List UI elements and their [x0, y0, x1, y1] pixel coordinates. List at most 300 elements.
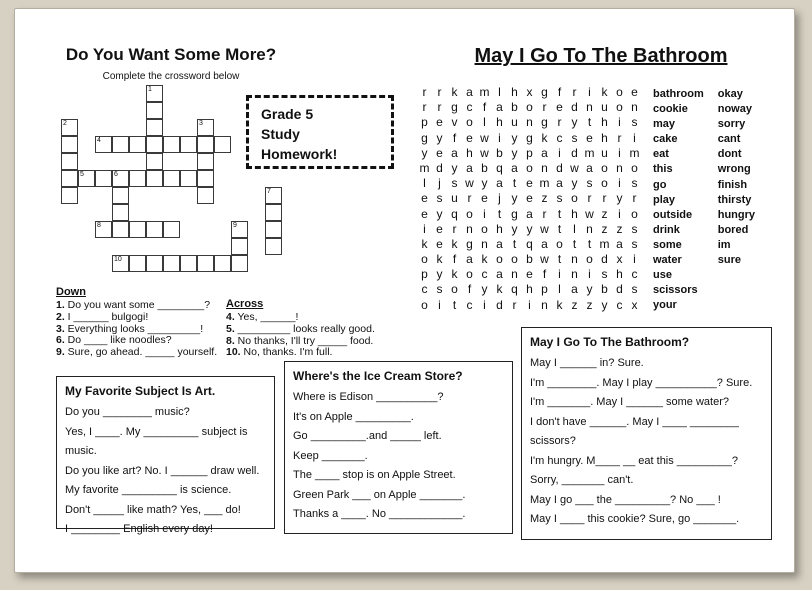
grade-badge-line: Study: [261, 126, 300, 142]
wordsearch-word: bored: [717, 223, 749, 236]
crossword-cell-number: 3: [199, 120, 203, 127]
wordsearch-letter: i: [558, 267, 561, 282]
crossword-cell: [163, 255, 180, 272]
fill-in-line: Thanks a ____. No ____________.: [293, 508, 466, 520]
crossword-cell: [146, 102, 163, 119]
wordsearch-letter: y: [436, 206, 443, 221]
wordsearch-letter: s: [556, 191, 563, 206]
wordsearch-letter: c: [556, 130, 563, 145]
wordsearch-letter: k: [601, 85, 608, 99]
wordsearch-letter: c: [466, 297, 473, 312]
crossword-cell: [180, 255, 197, 272]
wordsearch-letter: y: [511, 130, 518, 145]
wordsearch-letter: a: [616, 236, 623, 251]
crossword-cell: [129, 170, 146, 187]
wordsearch-letter: y: [511, 145, 518, 160]
wordsearch-letter: r: [632, 191, 637, 206]
wordsearch-letter: a: [496, 100, 503, 115]
wordsearch-letter: i: [528, 297, 531, 312]
wordsearch-letter: i: [438, 297, 441, 312]
crossword-cell-number: 5: [80, 171, 84, 178]
crossword-cell: [214, 136, 231, 153]
wordsearch-letter: r: [422, 100, 427, 115]
wordsearch-word: sorry: [717, 118, 746, 131]
wordsearch-letter: a: [466, 252, 473, 267]
crossword-cell: [146, 170, 163, 187]
wordsearch-row: [417, 131, 642, 146]
wordsearch-letter: d: [436, 160, 443, 175]
wordsearch-word: hungry: [717, 208, 756, 221]
wordsearch-word: okay: [717, 88, 743, 100]
wordsearch-letter: o: [616, 85, 623, 99]
wordsearch-letter: f: [557, 85, 562, 99]
crossword-cell: [112, 136, 129, 153]
exercise-box-lines: [65, 403, 266, 540]
wordsearch-letter: t: [557, 252, 562, 267]
wordsearch-letter: s: [631, 221, 638, 236]
wordsearch-letter: w: [540, 252, 549, 267]
crossword-cell: [231, 238, 248, 255]
crossword-cell: [197, 255, 214, 272]
crossword-cell: [112, 221, 129, 238]
fill-in-line: It's on Apple _________.: [293, 410, 414, 423]
wordsearch-letter: f: [467, 282, 472, 297]
fill-in-line: Yes, I ____. My _________ subject is music.: [65, 425, 248, 457]
wordsearch-letter: m: [599, 236, 610, 251]
wordsearch-letter: e: [421, 191, 428, 206]
crossword-cell: [197, 119, 214, 136]
wordsearch-letter: e: [466, 130, 473, 145]
crossword-cell: [231, 221, 248, 238]
wordsearch-letter: k: [451, 85, 458, 99]
grade-badge-line: Grade 5: [261, 106, 314, 122]
wordsearch-letter: d: [601, 252, 608, 267]
wordsearch-letter: z: [541, 191, 548, 206]
wordsearch-row: [417, 267, 642, 282]
across-clues: [226, 298, 416, 359]
wordsearch-letter: a: [496, 267, 503, 282]
crossword-cell-number: 9: [233, 222, 237, 229]
wordsearch-letter: y: [616, 191, 623, 206]
wordsearch-word: water: [653, 254, 682, 267]
fill-in-line: I ________ English every day!: [65, 523, 213, 535]
wordsearch-letter: c: [631, 267, 638, 282]
wordsearch-row: [417, 161, 642, 176]
wordsearch-letter: n: [586, 100, 593, 115]
wordsearch-letter: u: [601, 100, 608, 115]
wordsearch-letter: w: [480, 145, 489, 160]
wordsearch-letter: s: [586, 176, 593, 191]
wordsearch-letter: i: [423, 221, 426, 236]
wordsearch-letter: m: [479, 85, 490, 99]
wordsearch-letter: o: [466, 267, 473, 282]
wordsearch-letter: k: [421, 236, 428, 251]
crossword-cell: [95, 221, 112, 238]
wordsearch-letter: r: [467, 191, 472, 206]
exercise-box-bathroom: [521, 327, 772, 540]
wordsearch-word: eat: [653, 148, 669, 161]
crossword-cell: [61, 119, 78, 136]
crossword-cell: [265, 238, 282, 255]
wordsearch-letter: t: [512, 236, 517, 251]
crossword-cell: [95, 170, 112, 187]
crossword-cell: [180, 136, 197, 153]
wordsearch-letter: h: [526, 282, 533, 297]
wordsearch-row: [417, 191, 642, 206]
wordsearch-letter: k: [436, 252, 443, 267]
wordsearch-letter: y: [481, 282, 488, 297]
wordsearch-letter: i: [633, 130, 636, 145]
wordsearch-title: May I Go To The Bathroom: [474, 45, 728, 67]
wordsearch-letter: g: [421, 130, 428, 145]
wordsearch-letter: f: [452, 252, 457, 267]
wordsearch-letter: i: [618, 206, 621, 221]
wordsearch-letter: b: [526, 252, 533, 267]
wordsearch-letter: o: [601, 176, 608, 191]
wordsearch-word: cookie: [653, 103, 688, 116]
wordsearch-letter: n: [511, 267, 518, 282]
crossword-cell: [78, 170, 95, 187]
wordsearch-letter: i: [588, 85, 591, 99]
wordsearch-letter: i: [618, 176, 621, 191]
wordsearch-letter: t: [557, 221, 562, 236]
fill-in-line: I'm hungry. M____ __ eat this _________?: [530, 454, 738, 467]
wordsearch-letter: i: [483, 297, 486, 312]
wordsearch-letter: t: [572, 236, 577, 251]
wordsearch-letter: u: [451, 191, 458, 206]
wordsearch-row: [417, 282, 642, 297]
crossword-clue: 9. Sure, go ahead. _____ yourself.: [56, 346, 218, 359]
wordsearch-letter: u: [601, 145, 608, 160]
wordsearch-letter: y: [451, 160, 458, 175]
wordsearch-word: may: [653, 118, 676, 131]
crossword-clue: 6. Do ____ like noodles?: [56, 334, 172, 347]
wordsearch-letter: o: [526, 100, 533, 115]
wordsearch-letter: r: [587, 191, 592, 206]
wordsearch-letter: i: [558, 145, 561, 160]
wordsearch-letter: a: [571, 282, 578, 297]
wordsearch-letter: t: [497, 206, 502, 221]
wordsearch-letter: h: [616, 267, 623, 282]
down-heading: Down: [56, 286, 86, 298]
exercise-box-title: May I Go To The Bathroom?: [530, 335, 690, 349]
wordsearch-letter: o: [601, 160, 608, 175]
wordsearch-word: thirsty: [717, 193, 752, 206]
wordsearch-letter: m: [419, 160, 430, 175]
wordsearch-word: play: [653, 193, 676, 206]
wordsearch-letter: g: [466, 236, 473, 251]
wordsearch-letter: e: [526, 191, 533, 206]
wordsearch-letter: a: [496, 236, 503, 251]
wordsearch-letter: a: [511, 160, 518, 175]
wordsearch-letter: y: [481, 176, 488, 191]
wordsearch-row: [417, 100, 642, 115]
fill-in-line: Sorry, _______ can't.: [530, 474, 634, 486]
wordsearch-word: this: [653, 163, 673, 176]
crossword-cell: [214, 255, 231, 272]
crossword-cell-number: 10: [114, 256, 122, 263]
wordsearch-row: [417, 222, 642, 237]
exercise-box-ice-cream-store: [284, 361, 513, 534]
wordsearch-letter: r: [542, 100, 547, 115]
wordsearch-word: some: [653, 238, 682, 251]
fill-in-line: May I ____ this cookie? Sure, go _______.: [530, 513, 740, 525]
wordsearch-letter: a: [586, 160, 593, 175]
wordsearch-letter: y: [526, 221, 533, 236]
wordsearch-word: noway: [717, 103, 752, 116]
wordsearch-letter: a: [466, 160, 473, 175]
wordsearch-letter: g: [541, 115, 548, 130]
wordsearch-grid: [417, 85, 642, 313]
wordsearch-letter: a: [556, 176, 563, 191]
wordsearch-letter: g: [541, 85, 548, 99]
crossword-cell: [95, 136, 112, 153]
wordsearch-letter: t: [587, 236, 592, 251]
wordsearch-letter: f: [482, 100, 487, 115]
wordsearch-letter: d: [616, 282, 623, 297]
wordsearch-letter: o: [451, 282, 458, 297]
wordsearch-letter: k: [556, 297, 563, 312]
wordsearch-word: cant: [717, 133, 741, 146]
wordsearch-letter: m: [629, 145, 640, 160]
wordsearch-row: [417, 237, 642, 252]
wordsearch-letter: i: [633, 252, 636, 267]
wordsearch-letter: e: [436, 221, 443, 236]
wordsearch-letter: t: [452, 297, 457, 312]
crossword-cell: [146, 221, 163, 238]
wordsearch-letter: s: [436, 191, 443, 206]
crossword-cell: [163, 136, 180, 153]
crossword-cell: [129, 221, 146, 238]
crossword-cell: [197, 136, 214, 153]
wordsearch-row: [417, 115, 642, 130]
wordsearch-letter: y: [436, 267, 443, 282]
wordsearch-letter: a: [496, 176, 503, 191]
wordsearch-letter: e: [421, 206, 428, 221]
wordsearch-letter: s: [436, 282, 443, 297]
wordsearch-letter: o: [421, 297, 428, 312]
crossword-cell: [197, 187, 214, 204]
crossword-cell: [163, 170, 180, 187]
wordsearch-letter: n: [631, 100, 638, 115]
wordsearch-letter: s: [571, 130, 578, 145]
wordsearch-letter: f: [452, 130, 457, 145]
fill-in-line: May I go ___ the _________? No ___ !: [530, 493, 721, 506]
wordsearch-letter: n: [586, 221, 593, 236]
wordsearch-letter: r: [572, 85, 577, 99]
wordsearch-letter: y: [601, 297, 608, 312]
wordsearch-letter: e: [436, 236, 443, 251]
crossword-cell: [265, 187, 282, 204]
crossword-cell: [231, 255, 248, 272]
wordsearch-letter: y: [436, 130, 443, 145]
fill-in-line: Green Park ___ on Apple _______.: [293, 488, 466, 501]
wordsearch-letter: p: [526, 145, 533, 160]
wordsearch-letter: i: [498, 130, 501, 145]
exercise-box-title: Where's the Ice Cream Store?: [293, 369, 463, 383]
wordsearch-row: [417, 207, 642, 222]
crossword-clue: 2. I ______ bulgogi!: [56, 310, 149, 323]
fill-in-line: Don't _____ like math? Yes, ___ do!: [65, 503, 241, 516]
wordsearch-letter: r: [617, 130, 622, 145]
wordsearch-letter: y: [511, 191, 518, 206]
wordsearch-letter: n: [481, 236, 488, 251]
wordsearch-letter: o: [466, 206, 473, 221]
exercise-box-lines: [293, 388, 504, 525]
wordsearch-letter: w: [585, 206, 594, 221]
wordsearch-letter: w: [540, 221, 549, 236]
wordsearch-letter: s: [631, 176, 638, 191]
wordsearch-letter: z: [586, 297, 593, 312]
wordsearch-letter: t: [557, 206, 562, 221]
crossword-cell: [265, 221, 282, 238]
wordsearch-letter: c: [481, 267, 488, 282]
crossword-clue: 8. No thanks, I'll try _____ food.: [226, 334, 374, 347]
wordsearch-letter: g: [451, 100, 458, 115]
wordsearch-letter: l: [558, 282, 561, 297]
wordsearch-word: wrong: [717, 163, 751, 176]
wordsearch-letter: y: [586, 282, 593, 297]
crossword-cell: [146, 255, 163, 272]
wordsearch-letter: t: [587, 115, 592, 130]
crossword-cell: [129, 136, 146, 153]
wordsearch-letter: e: [481, 191, 488, 206]
exercise-box-lines: [530, 354, 763, 530]
crossword-clue: 1. Do you want some ________?: [56, 299, 211, 311]
wordsearch-letter: n: [541, 160, 548, 175]
crossword-clue: 5. _________ looks really good.: [226, 322, 375, 335]
wordsearch-letter: y: [511, 221, 518, 236]
wordsearch-word: outside: [653, 208, 693, 221]
wordsearch-letter: o: [556, 236, 563, 251]
wordsearch-letter: z: [616, 221, 623, 236]
wordsearch-letter: b: [496, 145, 503, 160]
wordsearch-letter: o: [481, 221, 488, 236]
wordsearch-letter: e: [436, 145, 443, 160]
wordsearch-row: [417, 146, 642, 161]
wordsearch-letter: k: [481, 252, 488, 267]
wordsearch-letter: h: [466, 145, 473, 160]
wordsearch-letter: e: [631, 85, 638, 99]
wordsearch-word: finish: [717, 178, 748, 191]
wordsearch-letter: d: [571, 100, 578, 115]
wordsearch-letter: k: [496, 282, 503, 297]
wordsearch-letter: r: [542, 206, 547, 221]
wordsearch-letter: q: [451, 206, 458, 221]
wordsearch-letter: s: [631, 236, 638, 251]
wordsearch-letter: i: [483, 206, 486, 221]
wordsearch-letter: c: [421, 282, 428, 297]
wordsearch-letter: o: [616, 100, 623, 115]
crossword-cell: [61, 187, 78, 204]
wordsearch-letter: b: [601, 282, 608, 297]
down-clues: [56, 286, 224, 359]
wordsearch-letter: g: [511, 206, 518, 221]
wordsearch-letter: y: [571, 115, 578, 130]
wordsearch-letter: a: [451, 145, 458, 160]
crossword-cell: [61, 170, 78, 187]
wordsearch-letter: q: [526, 236, 533, 251]
crossword-cell: [146, 153, 163, 170]
crossword-cell: [197, 153, 214, 170]
fill-in-line: Do you like art? No. I ______ draw well.: [65, 464, 260, 477]
wordsearch-letter: t: [512, 176, 517, 191]
wordsearch-letter: o: [586, 252, 593, 267]
crossword-cell: [180, 170, 197, 187]
crossword-cell: [265, 204, 282, 221]
wordsearch-letter: k: [451, 267, 458, 282]
fill-in-line: Do you ________ music?: [65, 406, 190, 418]
wordsearch-letter: o: [421, 252, 428, 267]
wordsearch-letter: h: [601, 130, 608, 145]
wordsearch-letter: n: [466, 221, 473, 236]
wordsearch-letter: f: [542, 267, 547, 282]
wordsearch-letter: q: [511, 282, 518, 297]
wordsearch-letter: a: [541, 236, 548, 251]
wordsearch-letter: i: [618, 115, 621, 130]
wordsearch-word: im: [717, 238, 731, 251]
fill-in-line: Where is Edison __________?: [293, 391, 444, 403]
wordsearch-letter: s: [631, 115, 638, 130]
wordsearch-letter: i: [618, 145, 621, 160]
wordsearch-letter: r: [422, 85, 427, 99]
wordsearch-letter: k: [451, 236, 458, 251]
wordsearch-letter: h: [496, 115, 503, 130]
wordsearch-letter: p: [421, 115, 428, 130]
wordsearch-letter: d: [571, 145, 578, 160]
crossword-cell: [146, 136, 163, 153]
wordsearch-letter: b: [511, 100, 518, 115]
crossword-cell-number: 4: [97, 137, 101, 144]
crossword-cell-number: 2: [63, 120, 67, 127]
wordsearch-letter: s: [631, 282, 638, 297]
grade-badge-line: Homework!: [261, 146, 338, 162]
wordsearch-letter: e: [436, 115, 443, 130]
wordsearch-letter: e: [526, 267, 533, 282]
wordsearch-letter: h: [571, 206, 578, 221]
wordsearch-letter: n: [571, 252, 578, 267]
crossword-cell: [61, 136, 78, 153]
wordsearch-letter: r: [512, 297, 517, 312]
wordsearch-letter: x: [526, 85, 533, 99]
crossword-cell: [146, 119, 163, 136]
wordsearch-letter: z: [601, 221, 608, 236]
wordsearch-letter: l: [423, 176, 426, 191]
crossword-cell: [112, 255, 129, 272]
wordsearch-letter: o: [631, 160, 638, 175]
wordsearch-letter: b: [481, 160, 488, 175]
wordsearch-letter: a: [466, 85, 473, 99]
wordsearch-letter: z: [601, 206, 608, 221]
wordsearch-word-list: [653, 87, 755, 313]
wordsearch-letter: q: [496, 160, 503, 175]
wordsearch-letter: w: [480, 130, 489, 145]
down-clue-list: [56, 300, 224, 359]
crossword-cell: [129, 255, 146, 272]
wordsearch-words-column-2: [718, 87, 755, 313]
wordsearch-letter: h: [496, 221, 503, 236]
wordsearch-letter: n: [526, 115, 533, 130]
fill-in-line: May I ______ in? Sure.: [530, 357, 644, 369]
wordsearch-row: [417, 252, 642, 267]
wordsearch-letter: e: [556, 100, 563, 115]
wordsearch-row: [417, 298, 642, 313]
wordsearch-letter: x: [631, 297, 638, 312]
wordsearch-letter: p: [421, 267, 428, 282]
wordsearch-word: go: [653, 178, 667, 191]
wordsearch-word: dont: [717, 148, 742, 161]
wordsearch-letter: r: [437, 100, 442, 115]
